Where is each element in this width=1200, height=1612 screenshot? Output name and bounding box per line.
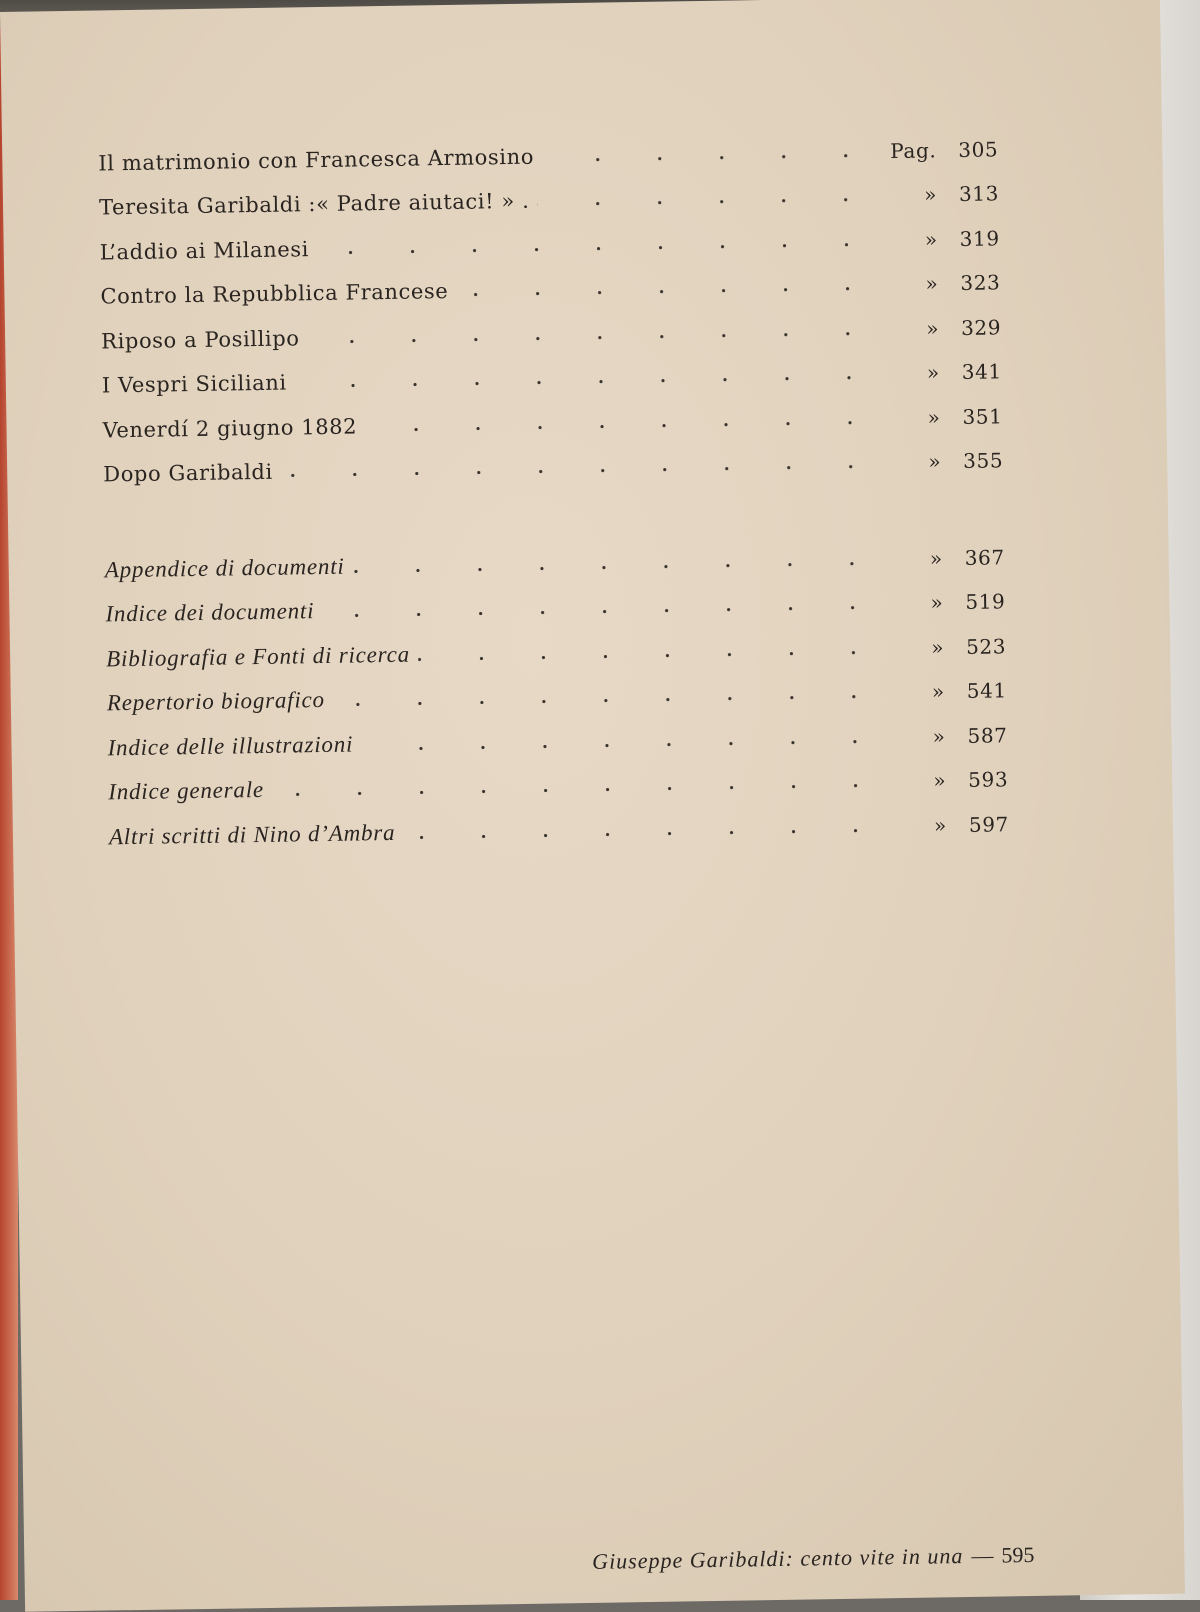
dot-leader xyxy=(403,828,887,840)
appendix-entry-page: 597 xyxy=(968,811,1010,837)
toc-entry-page: 305 xyxy=(958,136,999,162)
page-footer xyxy=(514,1542,1034,1576)
appendix-entry-page: 367 xyxy=(964,544,1005,570)
dot-leader xyxy=(537,197,877,206)
toc-entry-title: Dopo Garibaldi xyxy=(103,459,273,487)
footer-separator: — xyxy=(971,1542,994,1568)
toc-entry-prefix: » xyxy=(926,360,940,385)
toc-entry-page: 319 xyxy=(959,225,1000,251)
appendix-entry-title: Altri scritti di Nino d’Ambra xyxy=(108,819,396,849)
appendix-entry-page: 587 xyxy=(967,722,1008,748)
toc-entry-title: L’addio ai Milanesi xyxy=(99,236,310,264)
toc-entry-title: Riposo a Posillipo xyxy=(100,325,300,353)
appendix-entry-prefix: » xyxy=(929,545,943,570)
appendix-entry-prefix: » xyxy=(931,634,945,659)
toc-entry-title: Contro la Repubblica Francese xyxy=(100,278,449,309)
appendix-entry-prefix: » xyxy=(933,768,947,793)
appendix-entry-title: Appendice di documenti xyxy=(104,553,345,582)
appendix-entry-page: 593 xyxy=(968,767,1009,792)
toc-entry-page: 329 xyxy=(960,314,1002,340)
appendix-entry-prefix: » xyxy=(933,812,948,837)
toc-entry-prefix: » xyxy=(925,271,939,296)
dot-leader xyxy=(456,286,878,297)
page-number: 595 xyxy=(1001,1541,1035,1568)
appendix-entry-prefix: » xyxy=(930,590,944,615)
toc-entry-prefix: » xyxy=(928,449,942,474)
toc-entry-page: 341 xyxy=(961,359,1002,384)
toc-entry-prefix: » xyxy=(927,404,941,429)
table-of-contents xyxy=(98,116,1009,850)
appendix-entry-prefix: » xyxy=(932,723,946,748)
appendix-entry-prefix: » xyxy=(931,679,945,704)
toc-entry-title: Venerdí 2 giugno 1882 xyxy=(102,413,358,442)
appendix-entry-title: Indice generale xyxy=(108,776,265,805)
toc-entry-prefix: » xyxy=(923,182,938,207)
appendix-entry-title: Repertorio biografico xyxy=(106,686,326,716)
appendix-entry-page: 523 xyxy=(965,633,1007,659)
toc-entry-page: 323 xyxy=(960,270,1001,295)
running-title: Giuseppe Garibaldi: cento vite in una xyxy=(591,1543,964,1574)
appendix-entry-title: Indice dei documenti xyxy=(105,598,315,627)
toc-entry-title: Il matrimonio con Francesca Armosino xyxy=(98,144,535,175)
toc-entry-page: 355 xyxy=(962,448,1004,473)
toc-entry-prefix: » xyxy=(926,315,940,340)
toc-entry-prefix: Pag. xyxy=(890,137,937,163)
dot-leader xyxy=(418,650,884,661)
dot-leader xyxy=(542,153,876,162)
dot-leader xyxy=(281,464,881,477)
toc-entry-title: Teresita Garibaldi :« Padre aiutaci! » . xyxy=(98,188,530,220)
toc-entry-title: I Vespri Siciliani xyxy=(101,370,287,398)
toc-entry-page: 313 xyxy=(958,181,1000,206)
appendix-entry-title: Bibliografia e Fonti di ricerca xyxy=(105,641,411,671)
appendix-entry-page: 541 xyxy=(966,678,1007,703)
appendix-entry-page: 519 xyxy=(965,589,1006,614)
toc-entry-page: 351 xyxy=(962,403,1003,429)
toc-entry-prefix: » xyxy=(924,226,938,251)
appendix-entry-title: Indice delle illustrazioni xyxy=(107,731,354,760)
